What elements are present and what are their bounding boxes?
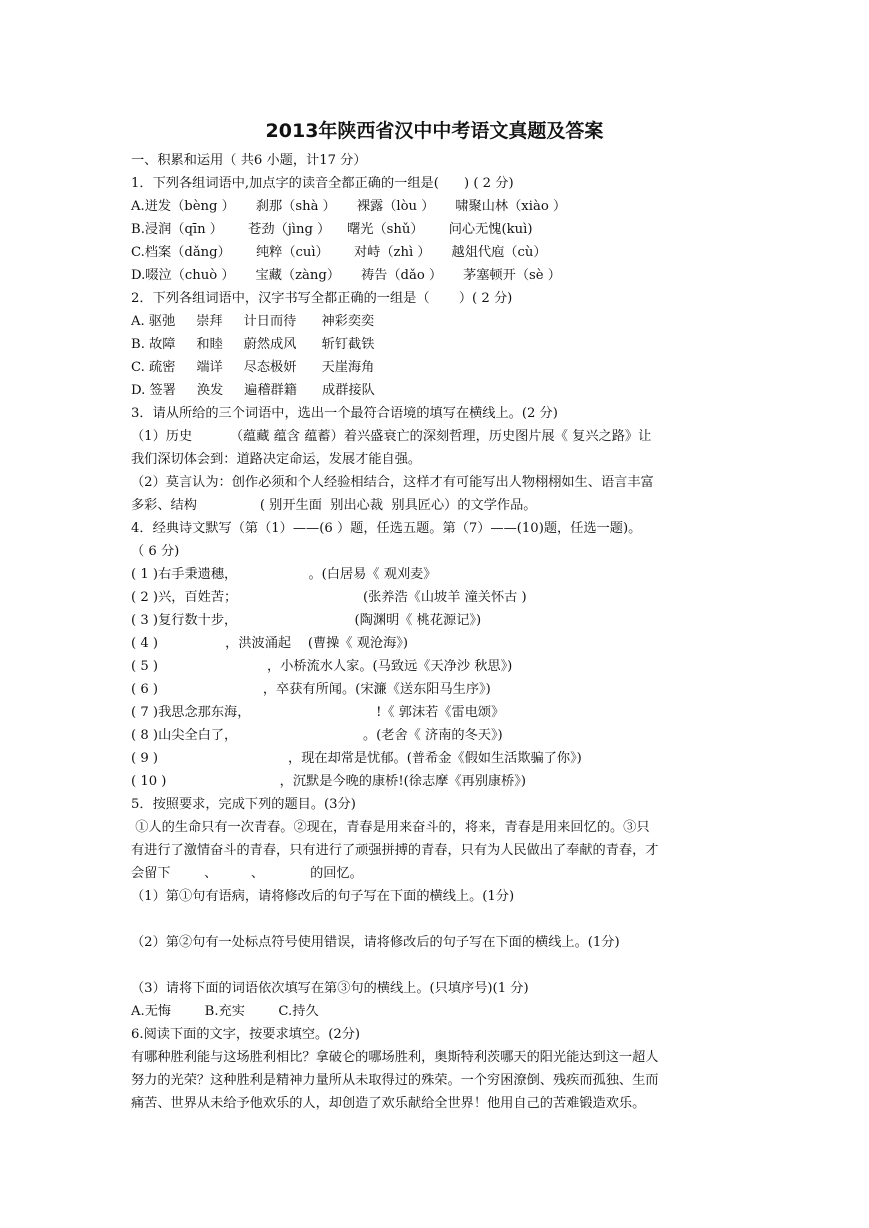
q4-item-3: ( 3 )复行数十步， (陶渊明《 桃花源记》) — [131, 613, 482, 628]
q5-passage-line-1: ①人的生命只有一次青春。②现在，青春是用来奋斗的，将来，青春是用来回忆的。③只 — [131, 820, 650, 835]
q4-item-7: ( 7 )我思念那东海， !《 郭沫若《雷电颂》 — [131, 705, 505, 720]
section-heading: 一、积累和运用（ 共6 小题，计17 分） — [131, 153, 367, 168]
q4-item-10: ( 10 ) ，沉默是今晚的康桥!(徐志摩《再别康桥》) — [131, 774, 526, 789]
q1-option-d: D.啜泣（chuò ） 宝藏（zàng） 祷告（dǎo ） 茅塞顿开（sè ） — [131, 268, 561, 283]
q3-part-2-cont: 多彩、结构 ( 别开生面 别出心裁 别具匠心）的文学作品。 — [131, 498, 537, 513]
question-5: 5．按照要求，完成下列的题目。(3分) — [131, 797, 356, 812]
question-2: 2．下列各组词语中，汉字书写全都正确的一组是（ ）( 2 分) — [131, 291, 513, 306]
q6-passage-line-3: 痛苦、世界从未给予他欢乐的人，却创造了欢乐献给全世界！他用自己的苦难锻造欢乐。 — [131, 1096, 646, 1111]
q4-item-8: ( 8 )山尖全白了， 。(老舍《 济南的冬天》) — [131, 728, 503, 743]
q2-option-a: A. 驱弛 崇拜 计日而待 神彩奕奕 — [131, 314, 375, 329]
question-3: 3．请从所给的三个词语中，选出一个最符合语境的填写在横线上。(2 分) — [131, 406, 558, 421]
q6-passage-line-1: 有哪种胜利能与这场胜利相比？拿破仑的哪场胜利，奥斯特利茨哪天的阳光能达到这一超人 — [131, 1050, 659, 1065]
q2-option-b: B. 故障 和睦 蔚然成风 斩钉截铁 — [131, 337, 375, 352]
q6-passage-line-2: 努力的光荣？这种胜利是精神力量所从未取得过的殊荣。一个穷困潦倒、残疾而孤独、生而 — [131, 1073, 659, 1088]
question-4-score: （ 6 分) — [131, 544, 180, 559]
q4-item-1: ( 1 )右手秉遗穗， 。(白居易《 观刈麦》 — [131, 567, 437, 582]
q4-item-9: ( 9 ) ，现在却常是忧郁。(普希金《假如生活欺骗了你》) — [131, 751, 582, 766]
q5-part-3: （3）请将下面的词语依次填写在第③句的横线上。(只填序号)(1 分) — [131, 981, 529, 996]
q2-option-d: D. 签署 涣发 遍稽群籍 成群接队 — [131, 383, 375, 398]
q3-part-1: （1）历史 （蕴藏 蕴含 蕴蓄）着兴盛衰亡的深刻哲理，历史图片展《 复兴之路》让 — [131, 429, 652, 444]
page-title: 2013年陕西省汉中中考语文真题及答案 — [265, 120, 604, 142]
q3-part-2: （2）莫言认为：创作必须和个人经验相结合，这样才有可能写出人物栩栩如生、语言丰富 — [131, 475, 654, 490]
q5-passage-line-2: 有进行了激情奋斗的青春，只有进行了顽强拼搏的青春，只有为人民做出了奉献的青春，才 — [131, 843, 659, 858]
q4-item-5: ( 5 ) ，小桥流水人家。(马致远《天净沙 秋思》) — [131, 659, 513, 674]
q5-part-1: （1）第①句有语病，请将修改后的句子写在下面的横线上。(1分) — [131, 889, 515, 904]
q5-options: A.无悔 B.充实 C.持久 — [131, 1004, 319, 1019]
q4-item-4: ( 4 ) ，洪波涌起 (曹操《 观沧海》) — [131, 636, 409, 651]
q4-item-6: ( 6 ) ，卒获有所闻。(宋濂《送东阳马生序》) — [131, 682, 491, 697]
question-4: 4．经典诗文默写（第（1）——(6 ）题，任选五题。第（7）——(10)题，任选一题)。 — [131, 521, 642, 536]
q1-option-c: C.档案（dǎng） 纯粹（cuì） 对峙（zhì ） 越俎代庖（cù） — [131, 245, 547, 260]
question-6: 6.阅读下面的文字，按要求填空。(2分) — [131, 1027, 361, 1042]
q5-part-2: （2）第②句有一处标点符号使用错误，请将修改后的句子写在下面的横线上。(1分) — [131, 935, 620, 950]
q4-item-2: ( 2 )兴，百姓苦； (张养浩《山坡羊 潼关怀古 ) — [131, 590, 527, 605]
q1-option-a: A.迸发（bèng ） 刹那（shà ） 裸露（lòu ） 啸聚山林（xiào ） — [131, 199, 567, 214]
q2-option-c: C. 疏密 端详 尽态极妍 天崖海角 — [131, 360, 375, 375]
q3-part-1-cont: 我们深切体会到：道路决定命运，发展才能自强。 — [131, 452, 422, 467]
question-1: 1．下列各组词语中,加点字的读音全都正确的一组是( ) ( 2 分) — [131, 176, 514, 191]
q1-option-b: B.浸润（qīn ） 苍劲（jìng ） 曙光（shǔ） 问心无愧(kuì) — [131, 222, 533, 237]
q5-passage-line-3: 会留下 、 、 的回忆。 — [131, 866, 363, 881]
